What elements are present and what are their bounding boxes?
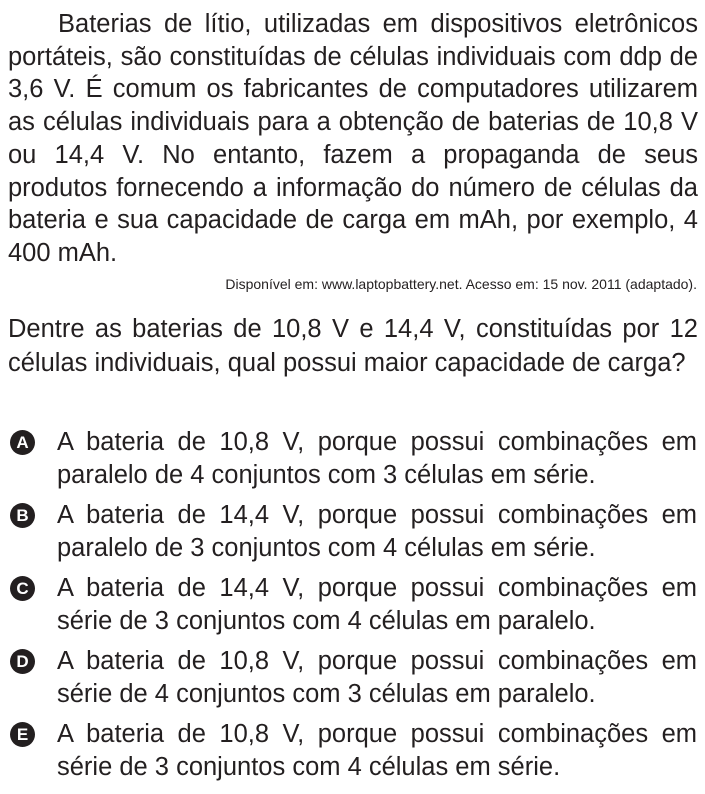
answer-options: [0, 426, 705, 791]
option-a[interactable]: [0, 426, 705, 499]
option-e-letter-icon: E: [10, 722, 35, 747]
option-b-letter-icon: B: [10, 503, 35, 528]
option-b[interactable]: [0, 499, 705, 572]
option-e[interactable]: [0, 718, 705, 791]
option-a-text: A bateria de 10,8 V, porque possui combinações em paralelo de 4 conjuntos com 3 células em série.: [57, 428, 697, 489]
option-d[interactable]: [0, 645, 705, 718]
option-e-text: A bateria de 10,8 V, porque possui combinações em série de 3 conjuntos com 4 células em série.: [57, 720, 697, 781]
passage-text: Baterias de lítio, utilizadas em dispositivos eletrônicos portáteis, são constituídas de células individuais com ddp de 3,6 V. É comum os fabricantes de computadores utilizarem as células individuais para a obtenção de baterias de 10,8 V ou 14,4 V. No entanto, fazem a propaganda de seus produtos fornecendo a informação do número de células da bateria e sua capacidade de carga em mAh, por exemplo, 4 400 mAh.: [8, 10, 698, 267]
question-prompt: Dentre as baterias de 10,8 V e 14,4 V, constituídas por 12 células individuais, qual possui maior capacidade de carga?: [8, 315, 698, 377]
option-b-text: A bateria de 14,4 V, porque possui combinações em paralelo de 3 conjuntos com 4 células em série.: [57, 501, 697, 562]
option-a-letter-icon: A: [10, 430, 35, 455]
option-c-letter-icon: C: [10, 576, 35, 601]
source-citation: Disponível em: www.laptopbattery.net. Acesso em: 15 nov. 2011 (adaptado).: [225, 276, 697, 292]
option-c-text: A bateria de 14,4 V, porque possui combinações em série de 3 conjuntos com 4 células em paralelo.: [57, 574, 697, 635]
option-d-letter-icon: D: [10, 649, 35, 674]
option-d-text: A bateria de 10,8 V, porque possui combinações em série de 4 conjuntos com 3 células em paralelo.: [57, 647, 697, 708]
option-c[interactable]: [0, 572, 705, 645]
